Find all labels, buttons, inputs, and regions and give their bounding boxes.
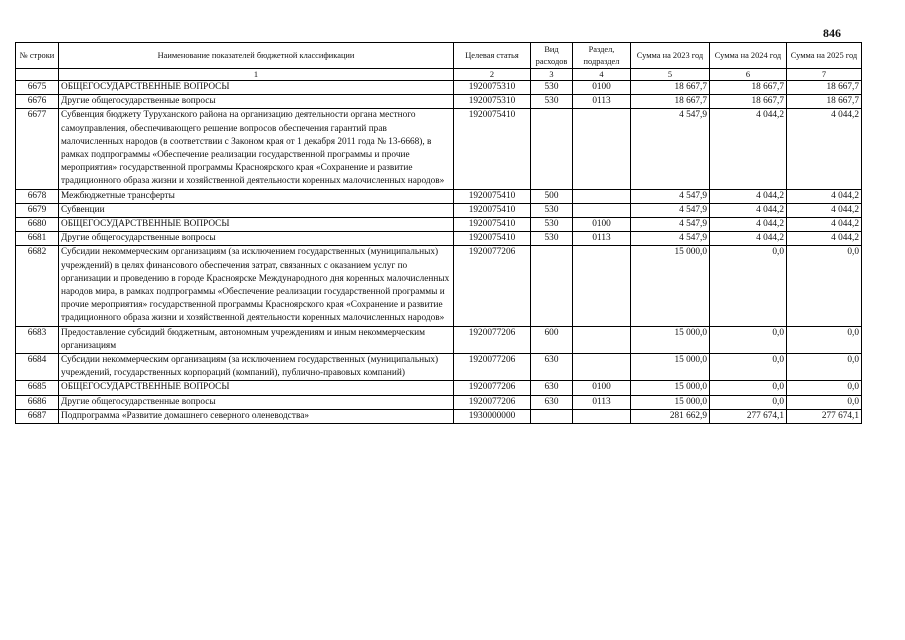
- target-article-cell: 1920077206: [454, 395, 531, 409]
- sum-2024-cell: 0,0: [710, 354, 787, 381]
- sum-2024-cell: 4 044,2: [710, 203, 787, 217]
- row-number-cell: 6678: [16, 189, 59, 203]
- header-row: [16, 43, 862, 69]
- column-number: 3: [531, 69, 573, 81]
- header-sum-2024: Сумма на 2024 год: [710, 43, 787, 69]
- target-article-cell: 1920075410: [454, 109, 531, 189]
- sum-2025-cell: 4 044,2: [787, 109, 862, 189]
- column-number: 2: [454, 69, 531, 81]
- expense-kind-cell: 630: [531, 354, 573, 381]
- sum-2025-cell: 0,0: [787, 395, 862, 409]
- section-cell: 0113: [573, 395, 631, 409]
- target-article-cell: 1920077206: [454, 381, 531, 395]
- indicator-name-cell: Субвенция бюджету Туруханского района на организацию деятельности органа местного самоуправления, обеспечивающего решение вопросов обеспечения гарантий прав малочисленных народов (в соответствии с Законом края от 1 декабря 2011 года № 13-6668), в рамках подпрограммы «Обеспечение реализации государственной программы и прочие мероприятия» государственной программы Красноярского края «Сохранение и развитие традиционного образа жизни и хозяйственной деятельности коренных малочисленных народов»: [59, 109, 454, 189]
- expense-kind-cell: [531, 409, 573, 423]
- table-row: [16, 218, 862, 232]
- sum-2024-cell: 18 667,7: [710, 81, 787, 95]
- target-article-cell: 1920077206: [454, 246, 531, 326]
- expense-kind-cell: [531, 246, 573, 326]
- table-row: [16, 95, 862, 109]
- table-row: [16, 246, 862, 326]
- indicator-name-cell: Другие общегосударственные вопросы: [59, 395, 454, 409]
- section-cell: 0100: [573, 218, 631, 232]
- indicator-name-cell: ОБЩЕГОСУДАРСТВЕННЫЕ ВОПРОСЫ: [59, 381, 454, 395]
- budget-table: [15, 42, 862, 424]
- sum-2025-cell: 4 044,2: [787, 189, 862, 203]
- expense-kind-cell: 630: [531, 395, 573, 409]
- sum-2023-cell: 18 667,7: [631, 95, 710, 109]
- section-cell: [573, 109, 631, 189]
- indicator-name-cell: Межбюджетные трансферты: [59, 189, 454, 203]
- row-number-cell: 6677: [16, 109, 59, 189]
- row-number-cell: 6687: [16, 409, 59, 423]
- row-number-cell: 6680: [16, 218, 59, 232]
- target-article-cell: 1920077206: [454, 326, 531, 353]
- column-number: 4: [573, 69, 631, 81]
- sum-2023-cell: 4 547,9: [631, 218, 710, 232]
- sum-2023-cell: 4 547,9: [631, 232, 710, 246]
- table-body: [16, 81, 862, 424]
- target-article-cell: 1920077206: [454, 354, 531, 381]
- table-row: [16, 326, 862, 353]
- section-cell: [573, 189, 631, 203]
- sum-2025-cell: 277 674,1: [787, 409, 862, 423]
- row-number-cell: 6676: [16, 95, 59, 109]
- indicator-name-cell: Предоставление субсидий бюджетным, автономным учреждениям и иным некоммерческим организациям: [59, 326, 454, 353]
- section-cell: [573, 354, 631, 381]
- row-number-cell: 6675: [16, 81, 59, 95]
- row-number-cell: 6685: [16, 381, 59, 395]
- expense-kind-cell: 530: [531, 203, 573, 217]
- target-article-cell: 1920075410: [454, 218, 531, 232]
- sum-2024-cell: 4 044,2: [710, 109, 787, 189]
- sum-2025-cell: 0,0: [787, 326, 862, 353]
- sum-2025-cell: 4 044,2: [787, 218, 862, 232]
- indicator-name-cell: Субвенции: [59, 203, 454, 217]
- sum-2023-cell: 15 000,0: [631, 246, 710, 326]
- sum-2023-cell: 4 547,9: [631, 109, 710, 189]
- section-cell: [573, 246, 631, 326]
- sum-2024-cell: 18 667,7: [710, 95, 787, 109]
- section-cell: [573, 203, 631, 217]
- header-target: Целевая статья: [454, 43, 531, 69]
- header-section: Раздел, подраздел: [573, 43, 631, 69]
- indicator-name-cell: Подпрограмма «Развитие домашнего северного оленеводства»: [59, 409, 454, 423]
- section-cell: 0113: [573, 232, 631, 246]
- row-number-cell: 6686: [16, 395, 59, 409]
- row-number-cell: 6679: [16, 203, 59, 217]
- table-row: [16, 381, 862, 395]
- sum-2023-cell: 4 547,9: [631, 189, 710, 203]
- column-number: 7: [787, 69, 862, 81]
- sum-2025-cell: 0,0: [787, 354, 862, 381]
- sum-2023-cell: 15 000,0: [631, 354, 710, 381]
- indicator-name-cell: Другие общегосударственные вопросы: [59, 95, 454, 109]
- table-row: [16, 395, 862, 409]
- sum-2023-cell: 15 000,0: [631, 326, 710, 353]
- sum-2025-cell: 4 044,2: [787, 232, 862, 246]
- row-number-cell: 6684: [16, 354, 59, 381]
- sum-2023-cell: 15 000,0: [631, 381, 710, 395]
- table-row: [16, 409, 862, 423]
- table-row: [16, 354, 862, 381]
- row-number-cell: 6683: [16, 326, 59, 353]
- sum-2024-cell: 0,0: [710, 326, 787, 353]
- indicator-name-cell: ОБЩЕГОСУДАРСТВЕННЫЕ ВОПРОСЫ: [59, 218, 454, 232]
- indicator-name-cell: Субсидии некоммерческим организациям (за исключением государственных (муниципальных) учреждений, государственных корпораций (компаний), публично-правовых компаний): [59, 354, 454, 381]
- target-article-cell: 1920075310: [454, 81, 531, 95]
- column-number: 6: [710, 69, 787, 81]
- header-kind: Вид расходов: [531, 43, 573, 69]
- sum-2023-cell: 281 662,9: [631, 409, 710, 423]
- expense-kind-cell: [531, 109, 573, 189]
- table-row: [16, 189, 862, 203]
- section-cell: 0113: [573, 95, 631, 109]
- column-number: 1: [59, 69, 454, 81]
- sum-2024-cell: 4 044,2: [710, 218, 787, 232]
- target-article-cell: 1920075410: [454, 203, 531, 217]
- expense-kind-cell: 530: [531, 95, 573, 109]
- expense-kind-cell: 530: [531, 218, 573, 232]
- table-row: [16, 81, 862, 95]
- column-number: [16, 69, 59, 81]
- section-cell: 0100: [573, 381, 631, 395]
- sum-2025-cell: 0,0: [787, 381, 862, 395]
- table-row: [16, 109, 862, 189]
- expense-kind-cell: 500: [531, 189, 573, 203]
- expense-kind-cell: 530: [531, 232, 573, 246]
- section-cell: [573, 409, 631, 423]
- section-cell: [573, 326, 631, 353]
- header-sum-2025: Сумма на 2025 год: [787, 43, 862, 69]
- sum-2025-cell: 18 667,7: [787, 81, 862, 95]
- sum-2024-cell: 277 674,1: [710, 409, 787, 423]
- header-name: Наименование показателей бюджетной классификации: [59, 43, 454, 69]
- row-number-cell: 6681: [16, 232, 59, 246]
- expense-kind-cell: 530: [531, 81, 573, 95]
- section-cell: 0100: [573, 81, 631, 95]
- sum-2025-cell: 0,0: [787, 246, 862, 326]
- sum-2024-cell: 0,0: [710, 381, 787, 395]
- target-article-cell: 1930000000: [454, 409, 531, 423]
- header-row-no: № строки: [16, 43, 59, 69]
- row-number-cell: 6682: [16, 246, 59, 326]
- sum-2023-cell: 15 000,0: [631, 395, 710, 409]
- target-article-cell: 1920075410: [454, 189, 531, 203]
- indicator-name-cell: Субсидии некоммерческим организациям (за исключением государственных (муниципальных) учреждений) в целях финансового обеспечения затрат, связанных с оказанием услуг по организации и проведению в городе Красноярске Международного дня коренных малочисленных народов мира, в рамках подпрограммы «Обеспечение реализации государственной программы и прочие мероприятия» государственной программы Красноярского края «Сохранение и развитие традиционного образа жизни и хозяйственной деятельности коренных малочисленных народов»: [59, 246, 454, 326]
- indicator-name-cell: ОБЩЕГОСУДАРСТВЕННЫЕ ВОПРОСЫ: [59, 81, 454, 95]
- header-sum-2023: Сумма на 2023 год: [631, 43, 710, 69]
- page-number: 846: [823, 26, 841, 40]
- target-article-cell: 1920075310: [454, 95, 531, 109]
- expense-kind-cell: 600: [531, 326, 573, 353]
- sum-2023-cell: 18 667,7: [631, 81, 710, 95]
- table-row: [16, 232, 862, 246]
- sum-2024-cell: 0,0: [710, 246, 787, 326]
- indicator-name-cell: Другие общегосударственные вопросы: [59, 232, 454, 246]
- column-number: 5: [631, 69, 710, 81]
- target-article-cell: 1920075410: [454, 232, 531, 246]
- expense-kind-cell: 630: [531, 381, 573, 395]
- sum-2023-cell: 4 547,9: [631, 203, 710, 217]
- sum-2024-cell: 4 044,2: [710, 189, 787, 203]
- column-number-row: [16, 69, 862, 81]
- sum-2024-cell: 0,0: [710, 395, 787, 409]
- sum-2025-cell: 18 667,7: [787, 95, 862, 109]
- sum-2025-cell: 4 044,2: [787, 203, 862, 217]
- sum-2024-cell: 4 044,2: [710, 232, 787, 246]
- table-row: [16, 203, 862, 217]
